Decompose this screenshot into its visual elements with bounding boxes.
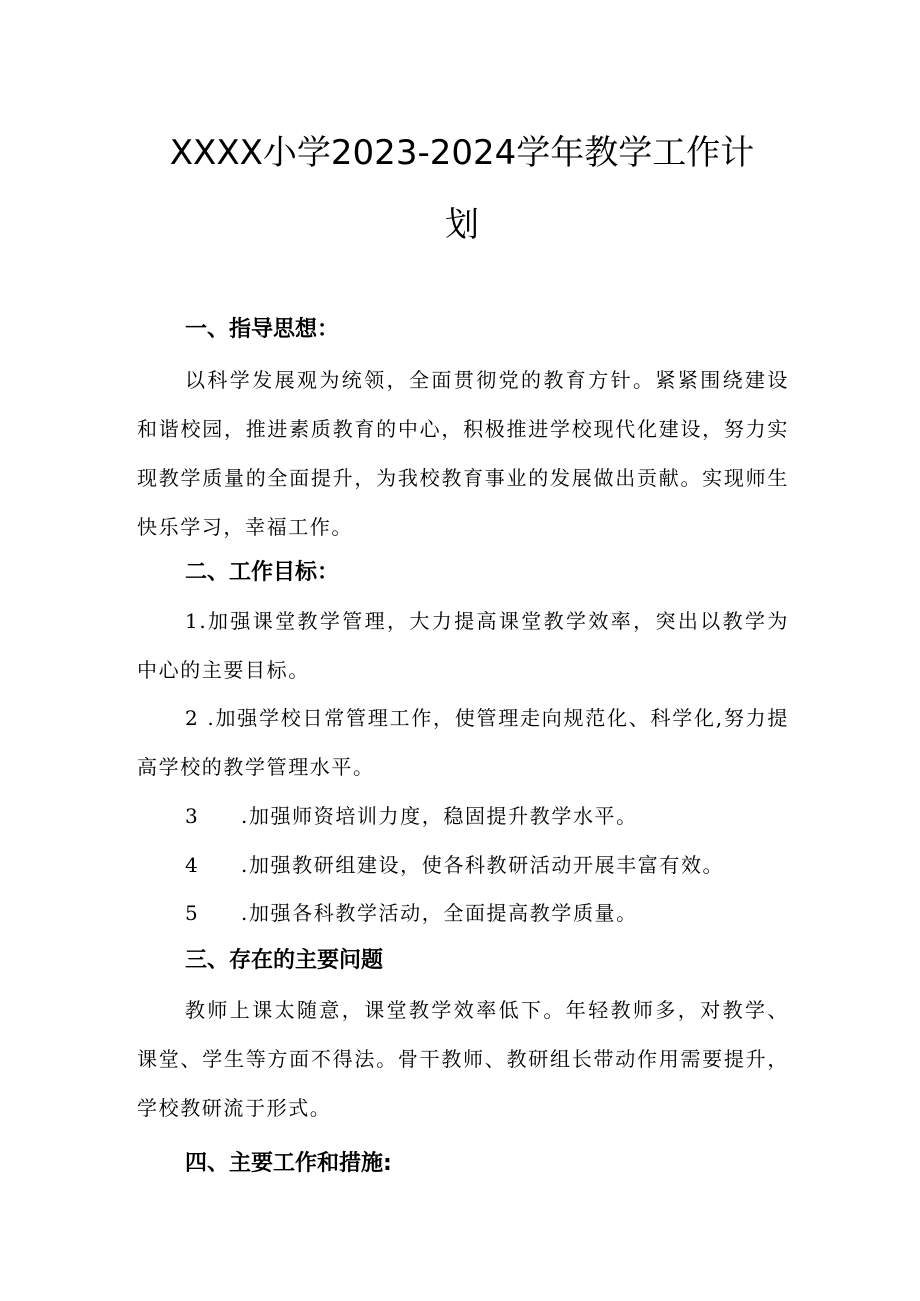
- work-goal-3-text: .加强师资培训力度，稳固提升教学水平。: [241, 804, 638, 828]
- section-heading-work-goals: 二、工作目标：: [185, 560, 340, 585]
- section-heading-guiding-ideology: 一、指导思想：: [185, 317, 340, 342]
- main-problems-paragraph: 教师上课太随意，课堂教学效率低下。年轻教师多，对教学、课堂、学生等方面不得法。骨干教师、教研组长带动作用需要提升，学校教研流于形式。: [137, 998, 789, 1120]
- work-goal-3-number: 3: [185, 804, 200, 828]
- document-title-line-1: XXXX小学2023-2024学年教学工作计: [169, 133, 755, 173]
- work-goal-5-number: 5: [185, 901, 200, 925]
- work-goal-5: [185, 898, 638, 928]
- work-goal-4-text: .加强教研组建设，使各科教研活动开展丰富有效。: [241, 853, 725, 877]
- section-heading-main-problems: 三、存在的主要问题: [185, 948, 384, 973]
- section-heading-main-work-measures: 四、主要工作和措施:: [185, 1151, 392, 1176]
- work-goal-3: [185, 801, 638, 831]
- work-goal-4: [185, 850, 724, 880]
- work-goal-2: 2 .加强学校日常管理工作，使管理走向规范化、科学化,努力提高学校的教学管理水平。: [137, 706, 789, 779]
- work-goal-4-number: 4: [185, 853, 200, 877]
- document-title-line-2: 划: [445, 205, 479, 245]
- work-goal-5-text: .加强各科教学活动，全面提高教学质量。: [241, 901, 638, 925]
- guiding-ideology-paragraph: 以科学发展观为统领，全面贯彻党的教育方针。紧紧围绕建设和谐校园，推进素质教育的中心，积极推进学校现代化建设，努力实现教学质量的全面提升，为我校教育事业的发展做出贡献。实现师生快乐学习，幸福工作。: [137, 368, 789, 539]
- work-goal-1: 1.加强课堂教学管理，大力提高课堂教学效率，突出以教学为中心的主要目标。: [137, 609, 789, 682]
